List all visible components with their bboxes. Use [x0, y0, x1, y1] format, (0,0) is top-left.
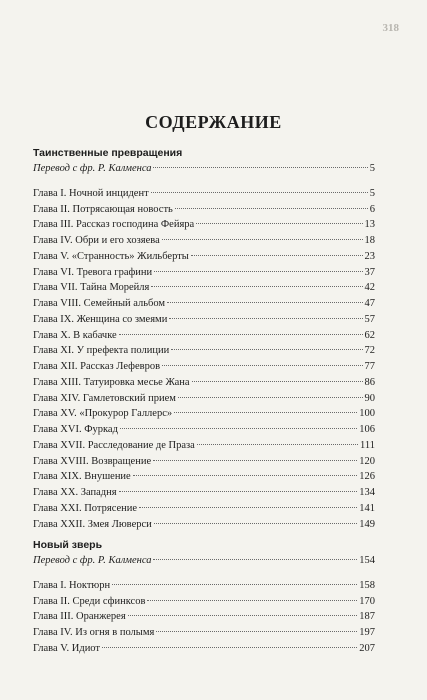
dot-leader [102, 647, 357, 648]
chapter-row [33, 609, 375, 625]
chapter-row [33, 233, 375, 249]
chapter-list [33, 578, 375, 657]
page-ref: 18 [364, 235, 375, 246]
page-ref: 47 [364, 298, 375, 309]
dot-leader [169, 318, 362, 319]
dot-leader [154, 271, 362, 272]
chapter-label: Глава XVII. Расследование де Праза [33, 439, 195, 451]
chapter-row [33, 343, 375, 359]
chapter-label: Глава VI. Тревога графини [33, 266, 153, 278]
page-ref: 62 [364, 329, 375, 341]
translator-label: Перевод с фр. Р. Калменса [33, 555, 152, 566]
dot-leader [178, 397, 363, 398]
chapter-row [33, 312, 375, 328]
chapter-label: Глава IV. Из огня в полымя [33, 627, 155, 638]
chapter-label: Глава IV. Обри и его хозяева [33, 235, 160, 246]
page-ref: 149 [359, 518, 375, 530]
dot-leader [112, 584, 357, 585]
chapter-label: Глава VIII. Семейный альбом [33, 298, 166, 309]
dot-leader [162, 365, 362, 366]
dot-leader [153, 460, 357, 461]
chapter-label: Глава III. Оранжерея [33, 611, 126, 623]
page-ref: 134 [359, 487, 375, 498]
chapter-label: Глава I. Ночной инцидент [33, 187, 149, 199]
dot-leader [153, 559, 357, 560]
chapter-row [33, 485, 375, 501]
dot-leader [154, 523, 357, 524]
chapter-row [33, 375, 375, 391]
dot-leader [196, 223, 362, 224]
page-ref: 77 [364, 361, 375, 372]
page-ref: 90 [364, 392, 375, 404]
chapter-label: Глава V. «Странность» Жильберты [33, 250, 189, 262]
chapter-label: Глава XIV. Гамлетовский прием [33, 392, 176, 404]
section-title: Таинственные превращения [33, 147, 183, 159]
chapter-label: Глава II. Среди сфинксов [33, 595, 146, 607]
page-ref: 120 [359, 455, 375, 467]
chapter-row [33, 578, 375, 594]
page-ref: 23 [364, 250, 375, 262]
chapter-row [33, 406, 375, 422]
dot-leader [119, 334, 363, 335]
chapter-label: Глава II. Потрясающая новость [33, 203, 173, 215]
dot-leader [133, 475, 358, 476]
dot-leader [120, 428, 357, 429]
dot-leader [151, 192, 368, 193]
chapter-label: Глава XI. У префекта полиции [33, 345, 170, 357]
chapter-row [33, 391, 375, 407]
dot-leader [128, 615, 358, 616]
page-ref: 6 [369, 203, 375, 215]
dot-leader [171, 349, 362, 350]
page-ref: 207 [359, 642, 375, 654]
page-ref: 126 [359, 471, 375, 483]
chapter-list [33, 186, 375, 533]
chapter-label: Глава XVIII. Возвращение [33, 455, 152, 467]
chapter-row [33, 517, 375, 533]
chapter-label: Глава XXII. Змея Люверси [33, 518, 152, 530]
dot-leader [191, 255, 363, 256]
translator-row [33, 161, 375, 177]
chapter-row [33, 249, 375, 265]
page-ref: 141 [359, 502, 375, 514]
chapter-label: Глава V. Идиот [33, 642, 101, 654]
page-title: СОДЕРЖАНИЕ [145, 112, 282, 132]
chapter-label: Глава XV. «Прокурор Галлерс» [33, 408, 173, 420]
dot-leader [162, 239, 363, 240]
chapter-row [33, 422, 375, 438]
page-ref: 5 [369, 163, 375, 174]
chapter-row [33, 296, 375, 312]
dot-leader [192, 381, 363, 382]
dot-leader [151, 286, 362, 287]
dot-leader [167, 302, 362, 303]
dot-leader [156, 631, 357, 632]
chapter-row [33, 186, 375, 202]
chapter-label: Глава X. В кабачке [33, 329, 117, 341]
page-ref: 158 [359, 579, 375, 591]
chapter-row [33, 469, 375, 485]
page-ref: 154 [359, 555, 375, 566]
page-ref: 86 [364, 376, 375, 388]
dot-leader [153, 167, 367, 168]
chapter-row [33, 359, 375, 375]
chapter-label: Глава XXI. Потрясение [33, 502, 138, 514]
page-ref: 13 [364, 219, 375, 231]
page-number: 318 [382, 22, 399, 34]
chapter-row [33, 328, 375, 344]
chapter-label: Глава III. Рассказ господина Фейяра [33, 219, 195, 231]
dot-leader [147, 600, 357, 601]
chapter-row [33, 217, 375, 233]
chapter-row [33, 641, 375, 657]
dot-leader [119, 491, 358, 492]
chapter-label: Глава XII. Рассказ Лефевров [33, 361, 161, 372]
chapter-label: Глава XIII. Татуировка месье Жана [33, 376, 190, 388]
page-ref: 37 [364, 266, 375, 278]
chapter-label: Глава XX. Западня [33, 487, 117, 498]
chapter-label: Глава XIX. Внушение [33, 471, 131, 483]
chapter-row [33, 454, 375, 470]
chapter-row [33, 438, 375, 454]
chapter-row [33, 265, 375, 281]
page-ref: 100 [359, 408, 375, 420]
translator-label: Перевод с фр. Р. Калменса [33, 163, 152, 174]
page-ref: 72 [364, 345, 375, 357]
dot-leader [139, 507, 357, 508]
chapter-label: Глава XVI. Фуркад [33, 424, 118, 435]
chapter-label: Глава VII. Тайна Морейля [33, 282, 150, 294]
page-ref: 111 [360, 439, 375, 451]
page-ref: 197 [359, 627, 375, 638]
page-ref: 106 [359, 424, 375, 435]
toc-section [33, 146, 375, 532]
chapter-label: Глава IX. Женщина со змеями [33, 313, 168, 325]
chapter-row [33, 625, 375, 641]
page-ref: 57 [364, 313, 375, 325]
toc-section [33, 538, 375, 657]
chapter-row [33, 501, 375, 517]
chapter-label: Глава I. Ноктюрн [33, 579, 111, 591]
chapter-row [33, 280, 375, 296]
page-ref: 42 [364, 282, 375, 294]
dot-leader [174, 412, 357, 413]
page-ref: 170 [359, 595, 375, 607]
section-title: Новый зверь [33, 539, 103, 551]
chapter-row [33, 594, 375, 610]
page-ref: 5 [369, 187, 375, 199]
dot-leader [197, 444, 358, 445]
translator-row [33, 553, 375, 569]
chapter-row [33, 202, 375, 218]
page-ref: 187 [359, 611, 375, 623]
dot-leader [175, 208, 368, 209]
